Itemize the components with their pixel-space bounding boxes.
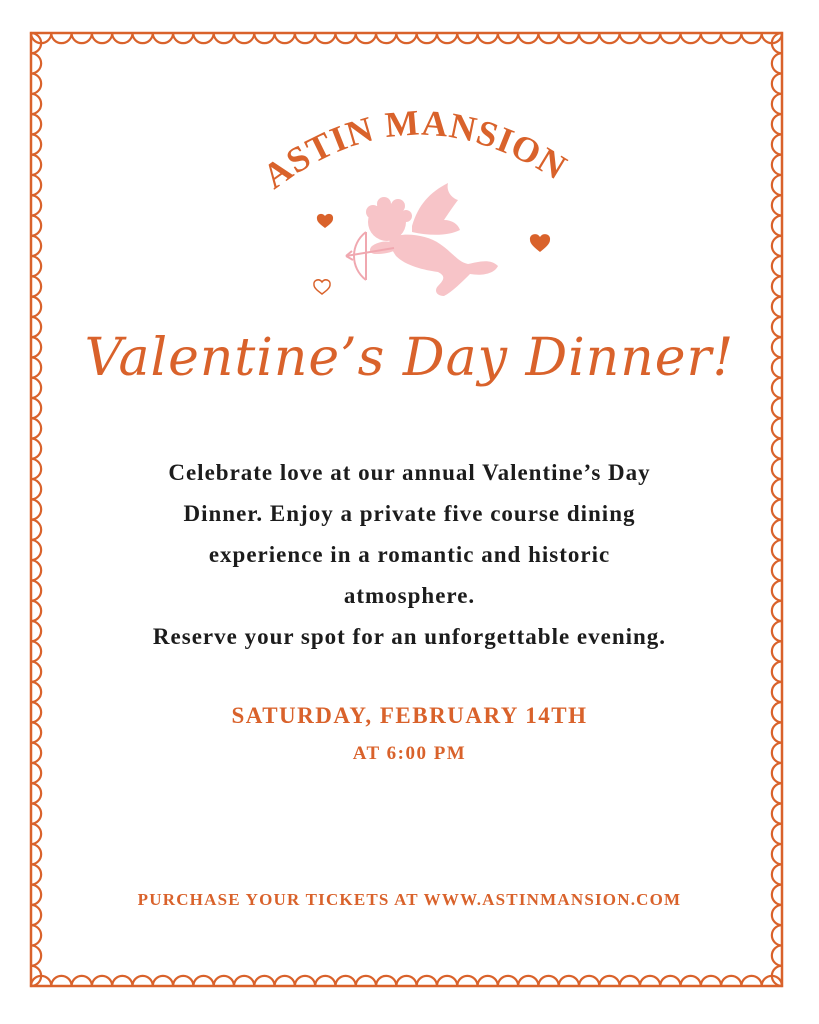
scallop [132, 976, 152, 986]
heart-icon [530, 234, 550, 252]
scallop [31, 662, 41, 682]
scallop [396, 976, 416, 986]
scallop [772, 763, 782, 783]
event-date: SATURDAY, FEBRUARY 14TH [231, 703, 588, 728]
scallop [457, 976, 477, 986]
scallop [721, 976, 741, 986]
scallop [772, 662, 782, 682]
scallop [498, 976, 518, 986]
scallop [772, 824, 782, 844]
scallop [640, 976, 660, 986]
scallop [112, 976, 132, 986]
scallop [772, 945, 782, 965]
scallop [295, 976, 315, 986]
scallop [31, 560, 41, 580]
scallop [153, 976, 173, 986]
scallop [772, 783, 782, 803]
scallop [31, 763, 41, 783]
scallop [772, 621, 782, 641]
scallop [772, 418, 782, 438]
scallop [620, 976, 640, 986]
logo [0, 0, 819, 320]
scallop [31, 682, 41, 702]
scallop [214, 976, 234, 986]
scallop [275, 976, 295, 986]
scallop [356, 976, 376, 986]
scallop [315, 976, 335, 986]
description-line: Dinner. Enjoy a private five course dining [183, 501, 636, 526]
scallop [660, 976, 680, 986]
description-line: atmosphere. [343, 583, 476, 608]
scallop [31, 945, 41, 965]
scallop [234, 976, 254, 986]
event-time: AT 6:00 PM [352, 743, 467, 764]
scallop [31, 601, 41, 621]
heart-icon [317, 214, 333, 228]
scallop [772, 641, 782, 661]
scallop [772, 398, 782, 418]
scallop [772, 925, 782, 945]
scallop [72, 976, 92, 986]
scallop [518, 976, 538, 986]
scallop [31, 459, 41, 479]
scallop [772, 540, 782, 560]
scallop [417, 976, 437, 986]
event-title: Valentine’s Day Dinner! [84, 328, 735, 388]
scallop [772, 459, 782, 479]
scallop [772, 520, 782, 540]
scallop [772, 499, 782, 519]
scallop [31, 783, 41, 803]
heart-icon [314, 280, 330, 294]
scallop [478, 976, 498, 986]
scallop [772, 804, 782, 824]
scallop [559, 976, 579, 986]
scallop [31, 925, 41, 945]
description-line: Reserve your spot for an unforgettable evening. [152, 624, 667, 649]
scallop [772, 479, 782, 499]
scallop [701, 976, 721, 986]
scallop [376, 976, 396, 986]
scallop [772, 580, 782, 600]
scallop [31, 804, 41, 824]
scallop [772, 864, 782, 884]
scallop [31, 824, 41, 844]
scallop [772, 560, 782, 580]
cupid-icon [366, 183, 498, 296]
scallop [31, 479, 41, 499]
scallop [31, 499, 41, 519]
scallop [31, 520, 41, 540]
scallop [31, 621, 41, 641]
scallop [31, 641, 41, 661]
scallop [254, 976, 274, 986]
scallop [31, 439, 41, 459]
scallop [772, 601, 782, 621]
scallop [31, 580, 41, 600]
scallop [193, 976, 213, 986]
scallop [31, 844, 41, 864]
event-description [100, 452, 719, 657]
scallop [772, 844, 782, 864]
scallop [173, 976, 193, 986]
scallop [31, 418, 41, 438]
scallop [772, 682, 782, 702]
scallop [741, 976, 761, 986]
scallop [538, 976, 558, 986]
scallop [31, 864, 41, 884]
ticket-cta: PURCHASE YOUR TICKETS AT WWW.ASTINMANSION.COM [137, 890, 682, 909]
scallop [681, 976, 701, 986]
scallop [579, 976, 599, 986]
scallop [92, 976, 112, 986]
scallop [599, 976, 619, 986]
description-line: experience in a romantic and historic [208, 542, 611, 567]
scallop [51, 976, 71, 986]
scallop [437, 976, 457, 986]
scallop [31, 540, 41, 560]
scallop [772, 439, 782, 459]
description-line: Celebrate love at our annual Valentine’s Day [168, 460, 651, 485]
scallop [335, 976, 355, 986]
scallop [31, 398, 41, 418]
brand-name: ASTIN MANSION [255, 102, 575, 197]
